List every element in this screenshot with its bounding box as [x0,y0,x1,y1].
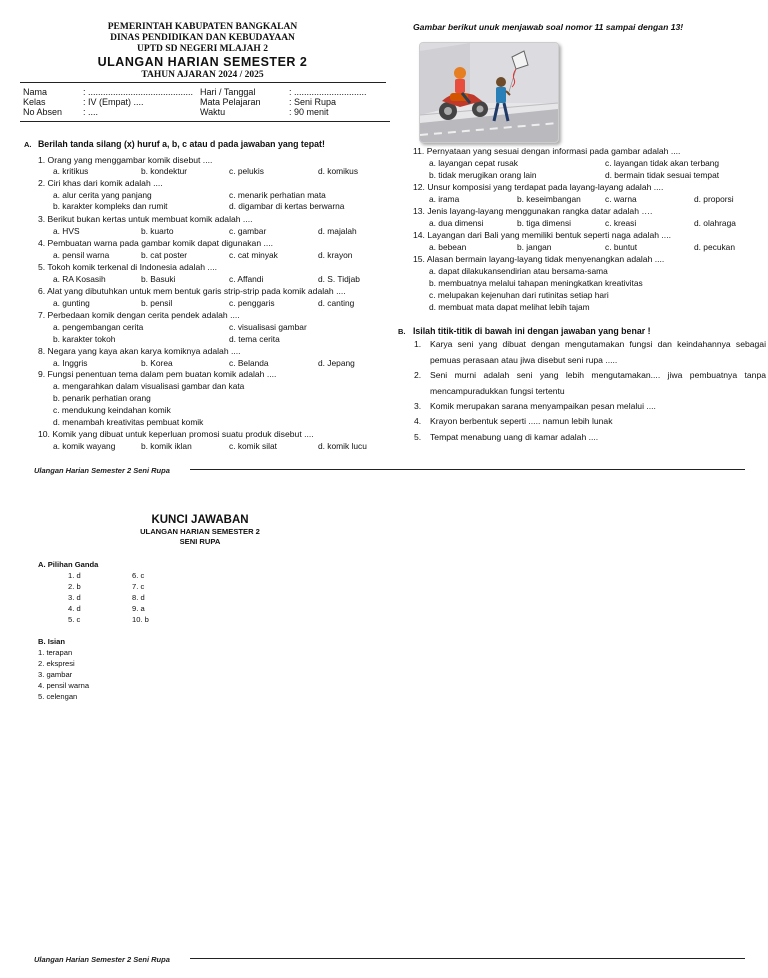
option[interactable]: b. cat poster [141,250,188,260]
option[interactable]: a. kritikus [53,166,89,176]
question-12: 12. Unsur komposisi yang terdapat pada layang-layang adalah .... [413,182,664,192]
question-10: 10. Komik yang dibuat untuk keperluan promosi suatu produk disebut .... [38,429,314,439]
option[interactable]: a. mengarahkan dalam visualisasi gambar dan kata [53,381,245,391]
option[interactable]: d. komik lucu [318,441,367,451]
essay-text: Tempat menabung uang di kamar adalah .... [430,432,599,442]
option[interactable]: b. membuatnya melalui tahapan meningkatkan kreativitas [429,278,643,288]
answer-key-item: 1. d [68,571,81,580]
academic-year: TAHUN AJARAN 2024 / 2025 [141,70,264,80]
option[interactable]: c. menarik perhatian mata [229,190,326,200]
essay-number: 2. [414,370,422,380]
option[interactable]: c. penggaris [229,298,275,308]
info-rule [20,121,390,122]
answer-key-title: KUNCI JAWABAN [151,514,249,526]
option[interactable]: c. pelukis [229,166,264,176]
essay-number: 5. [414,432,422,442]
answer-key-item: 6. c [132,571,145,580]
option[interactable]: d. digambar di kertas berwarna [229,201,345,211]
nama-label: Nama [23,87,48,97]
option[interactable]: d. proporsi [694,194,734,204]
option[interactable]: a. HVS [53,226,80,236]
question-6: 6. Alat yang dibutuhkan untuk mem bentuk garis strip-strip pada komik adalah .... [38,286,346,296]
answer-key-item: 8. d [132,593,145,602]
option[interactable]: b. komik iklan [141,441,192,451]
option[interactable]: c. Belanda [229,358,269,368]
option[interactable]: b. kondektur [141,166,188,176]
school-header [20,22,385,81]
option[interactable]: b. Basuki [141,274,176,284]
exam-title: ULANGAN HARIAN SEMESTER 2 [97,55,308,69]
essay-number: 4. [414,416,422,426]
hari-label: Hari / Tanggal [200,87,256,97]
isian-answer: 4. pensil warna [38,681,90,690]
essay-number: 1. [414,339,422,349]
option[interactable]: d. pecukan [694,242,735,252]
option[interactable]: c. gambar [229,226,267,236]
student-info [23,88,393,120]
option[interactable]: c. kreasi [605,218,637,228]
option[interactable]: b. Korea [141,358,173,368]
isian-answer: 2. ekspresi [38,659,75,668]
option[interactable]: a. dua dimensi [429,218,484,228]
question-9: 9. Fungsi penentuan tema dalam pem buatan komik adalah .... [38,369,277,379]
option[interactable]: b. keseimbangan [517,194,581,204]
answer-key-item: 7. c [132,582,145,591]
kelas-label: Kelas [23,97,46,107]
essay-text: Karya seni yang dibuat dengan mengutamakan fungsi dan keindahannya sebagai pemuas perasaan atau jiwa disebut seni rupa ..... [430,339,766,365]
nama-field[interactable]: : .......................................... [83,87,194,97]
option[interactable]: b. kuarto [141,226,174,236]
option[interactable]: c. buntut [605,242,638,252]
option[interactable]: a. dapat dilakukansendirian atau bersama-sama [429,266,608,276]
option[interactable]: a. RA Kosasih [53,274,106,284]
picture-instruction: Gambar berikut unuk menjawab soal nomor 11 sampai dengan 13! [413,22,684,32]
footer-rule [190,469,745,470]
essay-item-3 [414,398,766,414]
answer-key-item: 10. b [132,615,149,624]
waktu-value: : 90 menit [289,107,329,117]
answer-key-item: 2. b [68,582,81,591]
isian-answer: 5. celengan [38,692,78,701]
section-a-heading [24,139,325,149]
option[interactable]: a. bebean [429,242,467,252]
isian-answer: 1. terapan [38,648,73,657]
option[interactable]: d. bermain tidak sesuai tempat [605,170,720,180]
option[interactable]: c. visualisasi gambar [229,322,307,332]
mapel-label: Mata Pelajaran [200,97,261,107]
question-1: 1. Orang yang menggambar komik disebut .... [38,155,213,165]
option[interactable]: d. tema cerita [229,334,280,344]
option[interactable]: a. pensil warna [53,250,110,260]
multiple-choice-label: A. Pilihan Ganda [38,560,99,569]
mapel-value: : Seni Rupa [289,97,337,107]
essay-item-4 [414,413,766,429]
option[interactable]: a. Inggris [53,358,88,368]
header-line-2: DINAS PENDIDIKAN DAN KEBUDAYAAN [110,33,295,43]
header-rule [20,82,386,83]
essay-item-1 [414,336,766,368]
question-7: 7. Perbedaan komik dengan cerita pendek adalah .... [38,310,240,320]
option[interactable]: a. irama [429,194,460,204]
section-b-heading [398,326,651,336]
option[interactable]: a. gunting [53,298,90,308]
option[interactable]: b. karakter tokoh [53,334,116,344]
isian-answer: 3. gambar [38,670,73,679]
answer-key-item: 3. d [68,593,81,602]
kelas-value: : IV (Empat) .... [83,97,144,107]
question-15: 15. Alasan bermain layang-layang tidak menyenangkan adalah .... [413,254,665,264]
question-11: 11. Pernyataan yang sesuai dengan informasi pada gambar adalah .... [413,146,681,156]
question-14: 14. Layangan dari Bali yang memiliki bentuk seperti naga adalah .... [413,230,671,240]
essay-text: Seni murni adalah seni yang lebih mengutamakan.... jiwa pembuatnya tanpa mencampuradukkan fungsi tertentu [430,370,766,396]
answer-key-item: 9. a [132,604,145,613]
option[interactable]: d. krayon [318,250,353,260]
kite-street-illustration [419,42,559,143]
answer-key-subtitle-1: ULANGAN HARIAN SEMESTER 2 [140,527,260,536]
section-b-title: Isilah titik-titik di bawah ini dengan jawaban yang benar ! [412,326,651,336]
option[interactable]: d. majalah [318,226,357,236]
option[interactable]: a. alur cerita yang panjang [53,190,152,200]
option[interactable]: b. pensil [141,298,173,308]
option[interactable]: d. olahraga [694,218,736,228]
option[interactable]: d. komikus [318,166,359,176]
header-line-1: PEMERINTAH KABUPATEN BANGKALAN [107,22,298,32]
absen-field[interactable]: : .... [83,107,99,117]
option[interactable]: c. mendukung keindahan komik [53,405,171,415]
option[interactable]: c. Affandi [229,274,264,284]
answer-key-item: 5. c [68,615,81,624]
option[interactable]: c. layangan tidak akan terbang [605,158,720,168]
essay-text: Komik merupakan sarana menyampaikan pesan melalui .... [430,401,656,411]
option[interactable]: c. warna [605,194,637,204]
option[interactable]: d. Jepang [318,358,355,368]
option[interactable]: a. komik wayang [53,441,116,451]
option[interactable]: d. S. Tidjab [318,274,360,284]
essay-item-2 [414,367,766,399]
option[interactable]: a. layangan cepat rusak [429,158,518,168]
option[interactable]: d. menambah kreativitas pembuat komik [53,417,204,427]
section-a-letter: A. [24,140,32,149]
option[interactable]: b. tidak merugikan orang lain [429,170,537,180]
question-5: 5. Tokoh komik terkenal di Indonesia adalah .... [38,262,217,272]
answer-key-item: 4. d [68,604,81,613]
option[interactable]: a. pengembangan cerita [53,322,144,332]
question-4: 4. Pembuatan warna pada gambar komik dapat digunakan .... [38,238,274,248]
option[interactable]: d. canting [318,298,355,308]
isian-label: B. Isian [38,637,66,646]
page-footer: Ulangan Harian Semester 2 Seni Rupa [34,955,170,964]
question-3: 3. Berikut bukan kertas untuk membuat komik adalah .... [38,214,253,224]
waktu-label: Waktu [200,107,226,117]
essay-text: Krayon berbentuk seperti ..... namun lebih lunak [430,416,613,426]
header-line-3: UPTD SD NEGERI MLAJAH 2 [137,44,268,54]
option[interactable]: b. tiga dimensi [517,218,571,228]
option[interactable]: c. cat minyak [229,250,278,260]
page-footer: Ulangan Harian Semester 2 Seni Rupa [34,466,170,475]
hari-field[interactable]: : ............................. [289,87,367,97]
option[interactable]: b. karakter kompleks dan rumit [53,201,168,211]
question-2: 2. Ciri khas dari komik adalah .... [38,178,163,188]
section-a-title: Berilah tanda silang (x) huruf a, b, c atau d pada jawaban yang tepat! [37,139,325,149]
option[interactable]: b. penarik perhatian orang [53,393,151,403]
absen-label: No Absen [23,107,63,117]
section-b-letter: B. [398,327,406,336]
essay-number: 3. [414,401,422,411]
answer-key-subtitle-2: SENI RUPA [179,537,221,546]
essay-item-5 [414,429,766,445]
option[interactable]: d. membuat mata dapat melihat lebih tajam [429,302,590,312]
question-8: 8. Negara yang kaya akan karya komiknya adalah .... [38,346,241,356]
option[interactable]: b. jangan [517,242,552,252]
answer-key-header [100,513,300,547]
footer-rule [190,958,745,959]
option[interactable]: c. komik silat [229,441,277,451]
option[interactable]: c. melupakan kejenuhan dari rutinitas setiap hari [429,290,609,300]
illustration-svg [420,43,558,142]
question-13: 13. Jenis layang-layang menggunakan rangka datar adalah …. [413,206,653,216]
